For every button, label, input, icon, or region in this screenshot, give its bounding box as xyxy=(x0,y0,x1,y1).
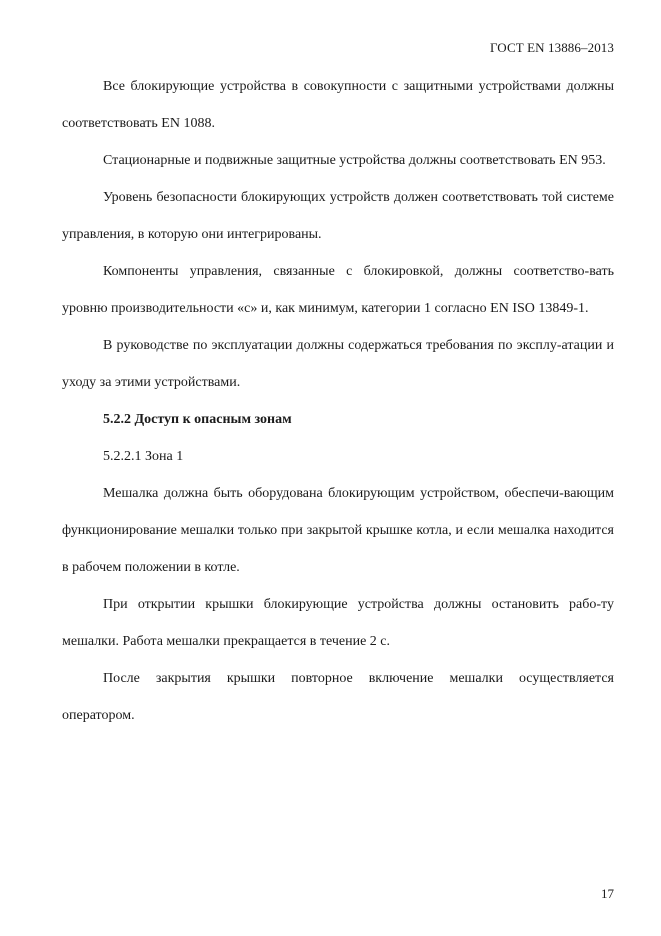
paragraph-mixer-interlock: Мешалка должна быть оборудована блокирующим устройством, обеспечи-вающим функционирование мешалки только при закрытой крышке котла, и если мешалка находится в рабочем положении в котле. xyxy=(62,486,614,575)
document-body xyxy=(62,68,614,734)
paragraph-control-components: Компоненты управления, связанные с блокировкой, должны соответство-вать уровню производительности «с» и, как минимум, категории 1 согласно EN ISO 13849-1. xyxy=(62,264,614,316)
subsection-heading-zone-1: 5.2.2.1 Зона 1 xyxy=(103,449,184,464)
paragraph-safety-level: Уровень безопасности блокирующих устройств должен соответствовать той системе управления, в которую они интегрированы. xyxy=(62,190,614,242)
standard-header: ГОСТ EN 13886–2013 xyxy=(490,40,614,55)
paragraph-restart: После закрытия крышки повторное включение мешалки осуществляется оператором. xyxy=(62,671,614,723)
paragraph-manual-requirements: В руководстве по эксплуатации должны содержаться требования по эксплу-атации и уходу за этими устройствами. xyxy=(62,338,614,390)
paragraph-lid-opening: При открытии крышки блокирующие устройства должны остановить рабо-ту мешалки. Работа мешалки прекращается в течение 2 с. xyxy=(62,597,614,649)
page-number: 17 xyxy=(601,886,614,901)
paragraph-guards-compliance: Стационарные и подвижные защитные устройства должны соответствовать EN 953. xyxy=(103,153,606,168)
section-heading-hazard-access: 5.2.2 Доступ к опасным зонам xyxy=(103,412,292,427)
paragraph-interlock-compliance: Все блокирующие устройства в совокупности с защитными устройствами должны соответствовать EN 1088. xyxy=(62,79,614,131)
